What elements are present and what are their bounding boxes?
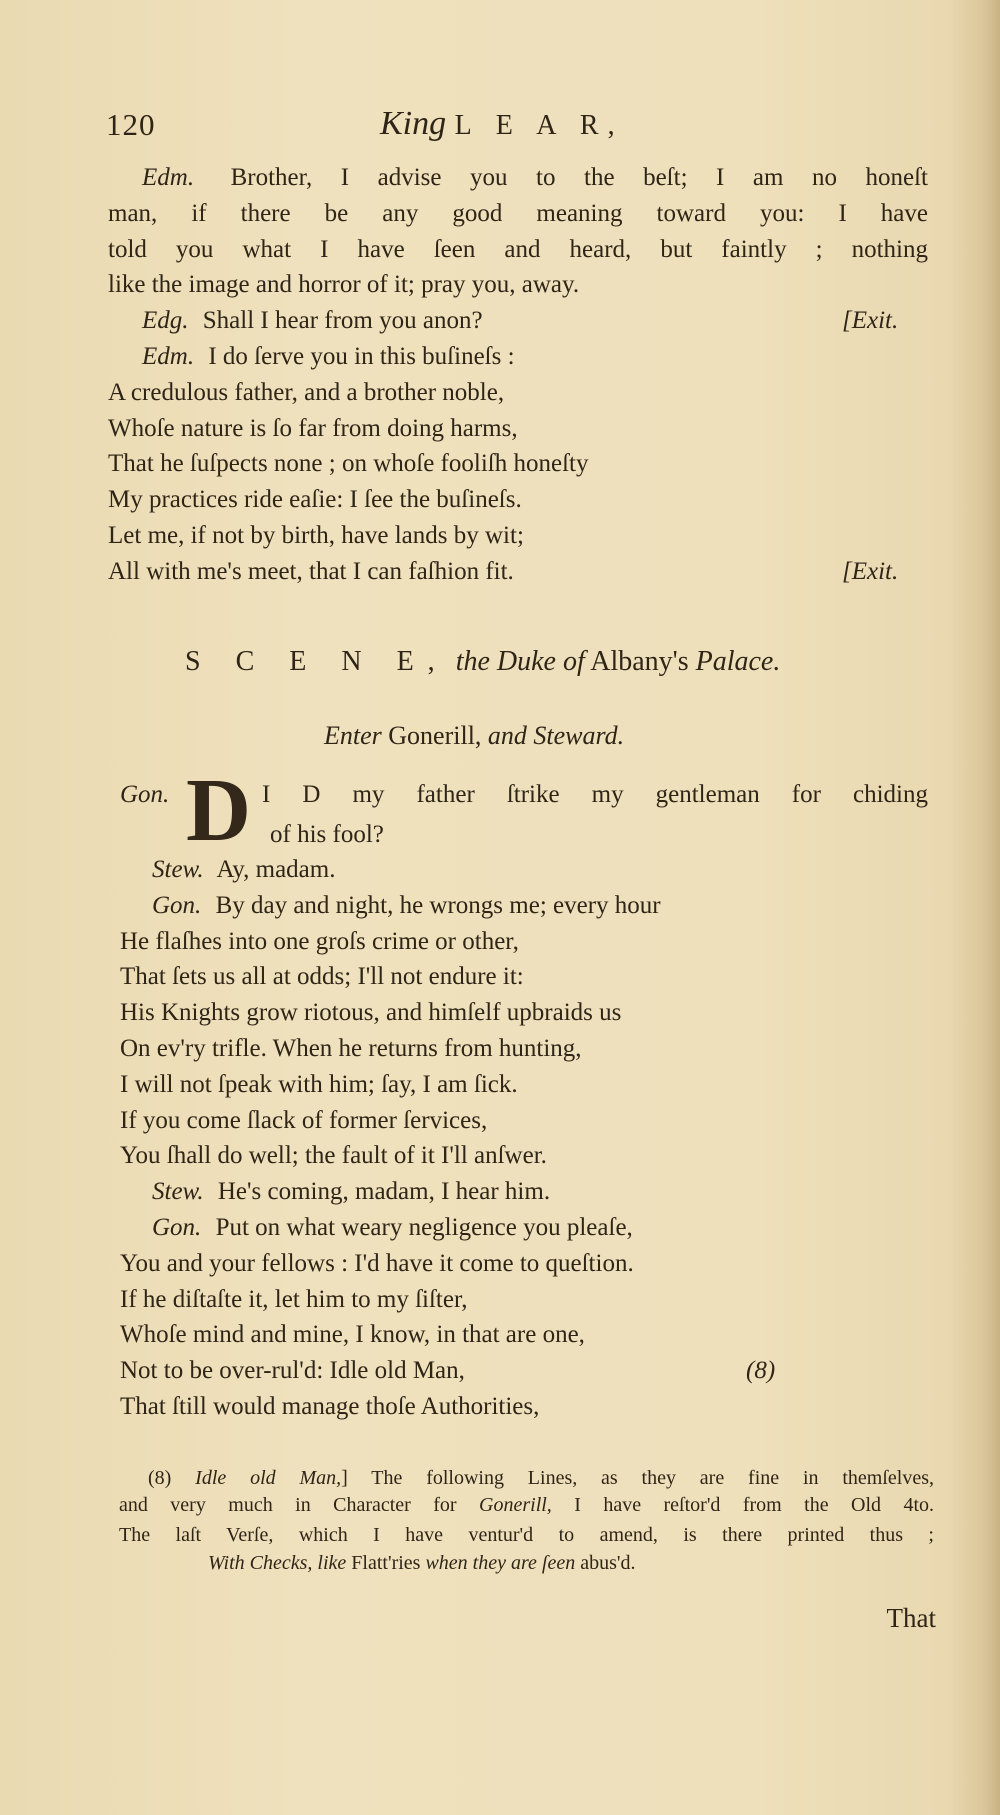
text-line <box>152 1177 550 1207</box>
footnote-line <box>148 1466 934 1490</box>
speaker-name: Stew. <box>152 856 204 883</box>
drop-cap: D <box>186 761 251 860</box>
line-text: Shall I hear from you anon? <box>202 307 483 335</box>
speaker-name: Edm. <box>142 343 195 370</box>
running-title-italic: King <box>380 105 447 142</box>
line-text: You and your fellows : I'd have it come to queſtion. <box>120 1249 634 1277</box>
catchword: That <box>886 1603 936 1633</box>
line-text: told you what I have ſeen and heard, but faintly ; nothing <box>108 235 928 263</box>
footnote-text: and very much in Character for <box>119 1494 480 1516</box>
footnote-text: Gonerill, <box>479 1494 552 1516</box>
text-line <box>142 163 928 193</box>
enter-name: Gonerill, <box>388 721 482 750</box>
line-text: man, if there be any good meaning toward you: I have <box>108 199 928 227</box>
enter-rest: and Steward. <box>487 721 625 750</box>
line-text: That ſets us all at odds; I'll not endure it: <box>120 963 524 991</box>
text-line <box>108 485 522 515</box>
line-text: My practices ride eaſie: I ſee the buſineſs. <box>108 486 522 514</box>
line-text: He flaſhes into one groſs crime or other, <box>120 927 519 955</box>
text-line <box>120 1249 634 1279</box>
line-text: On ev'ry trifle. When he returns from hunting, <box>120 1035 582 1062</box>
footnote-line <box>208 1551 635 1575</box>
speaker-name: Edm. <box>142 164 195 191</box>
footnote-text: ] The following Lines, as they are fine in themſelves, <box>341 1467 935 1489</box>
line-text: Whoſe nature is ſo far from doing harms, <box>108 414 518 442</box>
speaker-name: Gon. <box>120 781 170 808</box>
text-line <box>120 1356 465 1386</box>
footnote-text: Idle old Man, <box>195 1467 342 1489</box>
footnote-reference: (8) <box>746 1357 776 1385</box>
line-text: like the image and horror of it; pray you, away. <box>108 271 580 299</box>
text-line <box>120 962 524 992</box>
text-line <box>152 1213 633 1243</box>
line-text: Brother, I advise you to the beſt; I am no honeſt <box>230 164 928 191</box>
text-line <box>108 378 504 408</box>
text-line <box>142 306 483 336</box>
text-line <box>108 414 518 444</box>
line-text: If he diſtaſte it, let him to my ſiſter, <box>120 1285 468 1313</box>
text-line <box>120 1106 487 1136</box>
line-text: A credulous father, and a brother noble, <box>108 378 505 406</box>
verse-line: I D my father ſtrike my gentleman for chiding <box>262 781 928 808</box>
speaker-name: Gon. <box>152 1214 202 1241</box>
text-line <box>120 1034 582 1064</box>
exit-direction: [Exit. <box>842 557 899 585</box>
verse-line: of his fool? <box>270 821 384 848</box>
text-line <box>108 449 588 479</box>
exit-direction: [Exit. <box>842 307 899 335</box>
text-line <box>108 199 928 229</box>
page-number: 120 <box>106 107 156 142</box>
scene-italic: the Duke of <box>455 646 585 677</box>
scene-place: Albany's <box>590 646 689 677</box>
line-text: He's coming, madam, I hear him. <box>217 1178 551 1206</box>
footnote-line <box>119 1523 934 1547</box>
footnote-text: when they are ſeen <box>425 1552 576 1574</box>
line-text: Let me, if not by birth, have lands by wit; <box>108 522 524 549</box>
stage-direction <box>324 720 624 752</box>
text-line <box>108 557 514 587</box>
line-text: You ſhall do well; the fault of it I'll anſwer. <box>120 1142 547 1170</box>
scene-italic-2: Palace. <box>695 646 781 677</box>
running-title-caps: L E A R, <box>454 110 624 141</box>
line-text: That ſtill would manage thoſe Authorities, <box>120 1393 540 1420</box>
text-line <box>120 998 621 1028</box>
line-text: Not to be over-rul'd: Idle old Man, <box>120 1357 465 1385</box>
footnote-line <box>119 1493 934 1517</box>
text-line <box>120 1070 518 1100</box>
speaker-name: Edg. <box>142 307 189 335</box>
text-line <box>108 521 524 551</box>
line-text: Whoſe mind and mine, I know, in that are one, <box>120 1321 585 1349</box>
text-line <box>120 1285 468 1315</box>
footnote-text: abus'd. <box>575 1552 636 1574</box>
footnote-text: The laſt Verſe, which I have ventur'd to amend, is there printed thus ; <box>119 1524 934 1546</box>
line-text: By day and night, he wrongs me; every hour <box>215 891 661 919</box>
enter-word: Enter <box>324 721 382 750</box>
line-text: If you come ſlack of former ſervices, <box>120 1106 488 1134</box>
line-text: Put on what weary negligence you pleaſe, <box>215 1214 633 1241</box>
text-line <box>108 270 579 300</box>
text-line <box>120 1320 585 1350</box>
line-text: Ay, madam. <box>216 856 336 883</box>
line-text: All with me's meet, that I can faſhion fit. <box>108 557 514 585</box>
text-line <box>120 1392 539 1422</box>
line-text: That he ſuſpects none ; on whoſe fooliſh honeſty <box>108 450 589 478</box>
text-line <box>152 855 335 885</box>
line-text: I will not ſpeak with him; ſay, I am ſick. <box>120 1070 518 1098</box>
text-line <box>120 927 519 957</box>
line-text: I do ſerve you in this buſineſs : <box>208 343 515 370</box>
scene-label: S C E N E, <box>185 646 449 677</box>
running-title <box>380 104 624 146</box>
footnote-text: Flatt'ries <box>346 1552 426 1574</box>
footnote-text: With Checks, like <box>208 1552 347 1574</box>
scene-heading <box>185 645 780 679</box>
line-text: His Knights grow riotous, and himſelf upbraids us <box>120 999 622 1027</box>
footnote-text: I have reſtor'd from the Old 4to. <box>551 1494 935 1516</box>
speaker-name: Stew. <box>152 1178 204 1206</box>
footnote-text: (8) <box>148 1467 196 1489</box>
text-line <box>120 1141 547 1171</box>
text-line <box>108 235 928 265</box>
speaker-name: Gon. <box>152 891 202 919</box>
text-line <box>142 342 515 372</box>
text-line <box>152 891 661 921</box>
